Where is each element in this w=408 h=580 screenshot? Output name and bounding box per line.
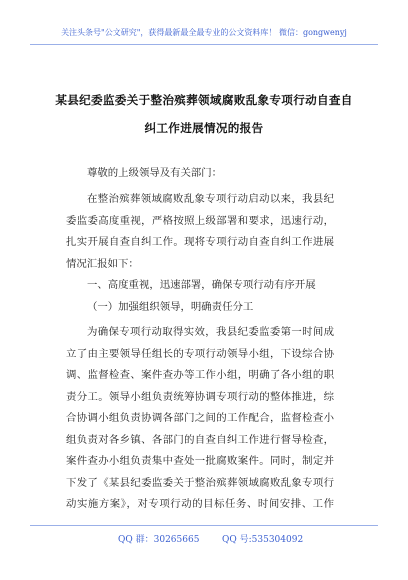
intro-line: 在整治殡葬领域腐败乱象专项行动启动以来，我县纪 [87, 193, 334, 205]
body-line: 下发了《某县纪委监委关于整治殡葬领域腐败乱象专项行 [66, 476, 334, 489]
intro-line: 委监委高度重视，严格按照上级部署和要求，迅速行动， [66, 214, 334, 227]
document-title-line-2: 纠工作进展情况的报告 [144, 121, 264, 135]
header-banner: 关注头条号"公文研究"，获得最新最全最专业的公文资料库！ 微信：gongwenyj [61, 28, 347, 37]
subsection-heading-text: （一）加强组织领导，明确责任分工 [87, 301, 254, 313]
subsection-1-heading [66, 297, 334, 319]
body-line: 动实施方案》，对专项行动的目标任务、时间安排、工作 [66, 498, 334, 510]
section-heading-text: 一、高度重视，迅速部署，确保专项行动有序开展 [87, 279, 316, 291]
salutation-text: 尊敬的上级领导及有关部门： [87, 167, 223, 179]
intro-line: 扎实开展自查自纠工作。现将专项行动自查自纠工作进展 [66, 236, 334, 248]
footer-divider [30, 525, 378, 526]
section-1-heading [66, 275, 334, 297]
document-title-line-1: 某县纪委监委关于整治殡葬领域腐败乱象专项行动自查自 [55, 93, 353, 107]
intro-line: 情况汇报如下： [66, 257, 139, 270]
body-line: 立了由主要领导任组长的专项行动领导小组，下设综合协 [66, 347, 334, 360]
footer-qq-number: QQ 号:535304092 [222, 535, 304, 545]
body-line: 案件查办小组负责集中查处一批腐败案件。同时，制定并 [66, 455, 334, 467]
body-line: 组负责对各乡镇、各部门的自查自纠工作进行督导检查， [66, 433, 334, 446]
footer-qq-group: QQ 群：30265665 [118, 535, 200, 545]
intro-paragraph [66, 189, 334, 275]
header-divider [30, 44, 378, 45]
body-line: 调、监督检查、案件查办等工作小组，明确了各小组的职 [66, 369, 334, 381]
body-line: 合协调小组负责协调各部门之间的工作配合，监督检查小 [66, 412, 334, 424]
body-line: 为确保专项行动取得实效，我县纪委监委第一时间成 [87, 326, 334, 338]
salutation [66, 163, 334, 185]
body-paragraph [66, 322, 334, 516]
body-line: 责分工。领导小组负责统筹协调专项行动的整体推进，综 [66, 390, 334, 403]
